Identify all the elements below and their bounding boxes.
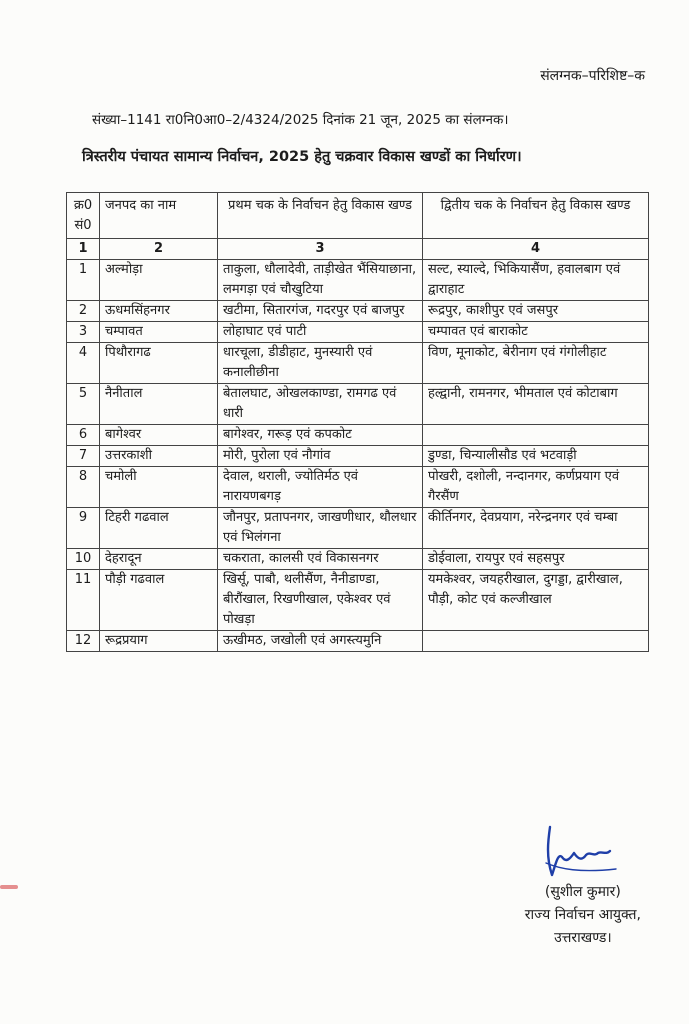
signature-mark (540, 823, 622, 883)
header-phase1: प्रथम चक के निर्वाचन हेतु विकास खण्ड (218, 193, 423, 239)
table-row (67, 446, 649, 467)
row-phase2-blocks: सल्ट, स्याल्दे, भिकियासैंण, हवालबाग एवं द्वाराहाट (423, 260, 649, 301)
document-heading: त्रिस्तरीय पंचायत सामान्य निर्वाचन, 2025 हेतु चक्रवार विकास खण्डों का निर्धारण। (82, 149, 522, 165)
row-phase2-blocks: रूद्रपुर, काशीपुर एवं जसपुर (423, 301, 649, 322)
table-row (67, 384, 649, 425)
row-phase1-blocks: खटीमा, सितारगंज, गदरपुर एवं बाजपुर (218, 301, 423, 322)
block-allocation-table (66, 192, 649, 652)
row-sno: 12 (67, 631, 100, 652)
row-phase1-blocks: मोरी, पुरोला एवं नौगांव (218, 446, 423, 467)
row-district: बागेश्वर (100, 425, 218, 446)
row-district: उत्तरकाशी (100, 446, 218, 467)
signature-block (525, 881, 641, 950)
table-row (67, 260, 649, 301)
table-header-row (67, 193, 649, 239)
row-sno: 1 (67, 260, 100, 301)
row-district: अल्मोड़ा (100, 260, 218, 301)
signatory-state: उत्तराखण्ड। (554, 930, 612, 946)
row-phase2-blocks (423, 631, 649, 652)
table-row (67, 467, 649, 508)
table-row (67, 343, 649, 384)
row-district: पौड़ी गढवाल (100, 570, 218, 631)
reference-line: संख्या–1141 रा0नि0आ0–2/4324/2025 दिनांक 21 जून, 2025 का संलग्नक। (92, 112, 509, 128)
annexure-label: संलग्नक–परिशिष्ट–क (540, 68, 645, 84)
row-phase1-blocks: ऊखीमठ, जखोली एवं अगस्त्यमुनि (218, 631, 423, 652)
row-sno: 2 (67, 301, 100, 322)
row-sno: 8 (67, 467, 100, 508)
row-district: नैनीताल (100, 384, 218, 425)
header-phase2: द्वितीय चक के निर्वाचन हेतु विकास खण्ड (423, 193, 649, 239)
row-phase1-blocks: खिर्सू, पाबौ, थलीसैंण, नैनीडाण्डा, बीरौंखाल, रिखणीखाल, एकेश्वर एवं पोखड़ा (218, 570, 423, 631)
margin-mark (0, 884, 20, 890)
row-phase1-blocks: धारचूला, डीडीहाट, मुनस्यारी एवं कनालीछीना (218, 343, 423, 384)
row-phase1-blocks: जौनपुर, प्रतापनगर, जाखणीधार, थौलधार एवं भिलंगना (218, 508, 423, 549)
row-phase2-blocks: विण, मूनाकोट, बेरीनाग एवं गंगोलीहाट (423, 343, 649, 384)
column-number: 3 (218, 239, 423, 260)
table-row (67, 631, 649, 652)
row-district: चम्पावत (100, 322, 218, 343)
row-phase1-blocks: देवाल, थराली, ज्योतिर्मठ एवं नारायणबगड़ (218, 467, 423, 508)
row-sno: 9 (67, 508, 100, 549)
row-sno: 11 (67, 570, 100, 631)
row-phase2-blocks: हल्द्वानी, रामनगर, भीमताल एवं कोटाबाग (423, 384, 649, 425)
row-phase2-blocks: डोईवाला, रायपुर एवं सहसपुर (423, 549, 649, 570)
row-phase2-blocks: कीर्तिनगर, देवप्रयाग, नरेन्द्रनगर एवं चम्बा (423, 508, 649, 549)
row-phase1-blocks: चकराता, कालसी एवं विकासनगर (218, 549, 423, 570)
header-sno: क्र0 सं0 (67, 193, 100, 239)
column-number: 2 (100, 239, 218, 260)
row-phase2-blocks: पोखरी, दशोली, नन्दानगर, कर्णप्रयाग एवं गैरसैंण (423, 467, 649, 508)
row-sno: 10 (67, 549, 100, 570)
column-number: 4 (423, 239, 649, 260)
table-row (67, 570, 649, 631)
row-phase1-blocks: ताकुला, धौलादेवी, ताड़ीखेत भैंसियाछाना, लमगड़ा एवं चौखुटिया (218, 260, 423, 301)
column-number-row (67, 239, 649, 260)
table-row (67, 301, 649, 322)
row-sno: 6 (67, 425, 100, 446)
table-row (67, 425, 649, 446)
row-district: रूद्रप्रयाग (100, 631, 218, 652)
row-phase1-blocks: लोहाघाट एवं पाटी (218, 322, 423, 343)
row-district: देहरादून (100, 549, 218, 570)
row-district: टिहरी गढवाल (100, 508, 218, 549)
column-number: 1 (67, 239, 100, 260)
row-district: पिथौरागढ (100, 343, 218, 384)
header-district: जनपद का नाम (100, 193, 218, 239)
row-phase2-blocks: यमकेश्वर, जयहरीखाल, दुगड्डा, द्वारीखाल, पौड़ी, कोट एवं कल्जीखाल (423, 570, 649, 631)
signatory-name: (सुशील कुमार) (544, 884, 621, 900)
row-phase2-blocks: चम्पावत एवं बाराकोट (423, 322, 649, 343)
table-body (67, 239, 649, 652)
table-row (67, 322, 649, 343)
row-phase2-blocks (423, 425, 649, 446)
row-sno: 4 (67, 343, 100, 384)
row-district: चमोली (100, 467, 218, 508)
row-sno: 3 (67, 322, 100, 343)
row-sno: 7 (67, 446, 100, 467)
row-phase1-blocks: बेतालघाट, ओखलकाण्डा, रामगढ एवं धारी (218, 384, 423, 425)
row-phase1-blocks: बागेश्वर, गरूड़ एवं कपकोट (218, 425, 423, 446)
table-row (67, 508, 649, 549)
row-district: ऊधमसिंहनगर (100, 301, 218, 322)
table-row (67, 549, 649, 570)
signatory-designation: राज्य निर्वाचन आयुक्त, (524, 907, 641, 923)
row-sno: 5 (67, 384, 100, 425)
row-phase2-blocks: डुण्डा, चिन्यालीसौड एवं भटवाड़ी (423, 446, 649, 467)
